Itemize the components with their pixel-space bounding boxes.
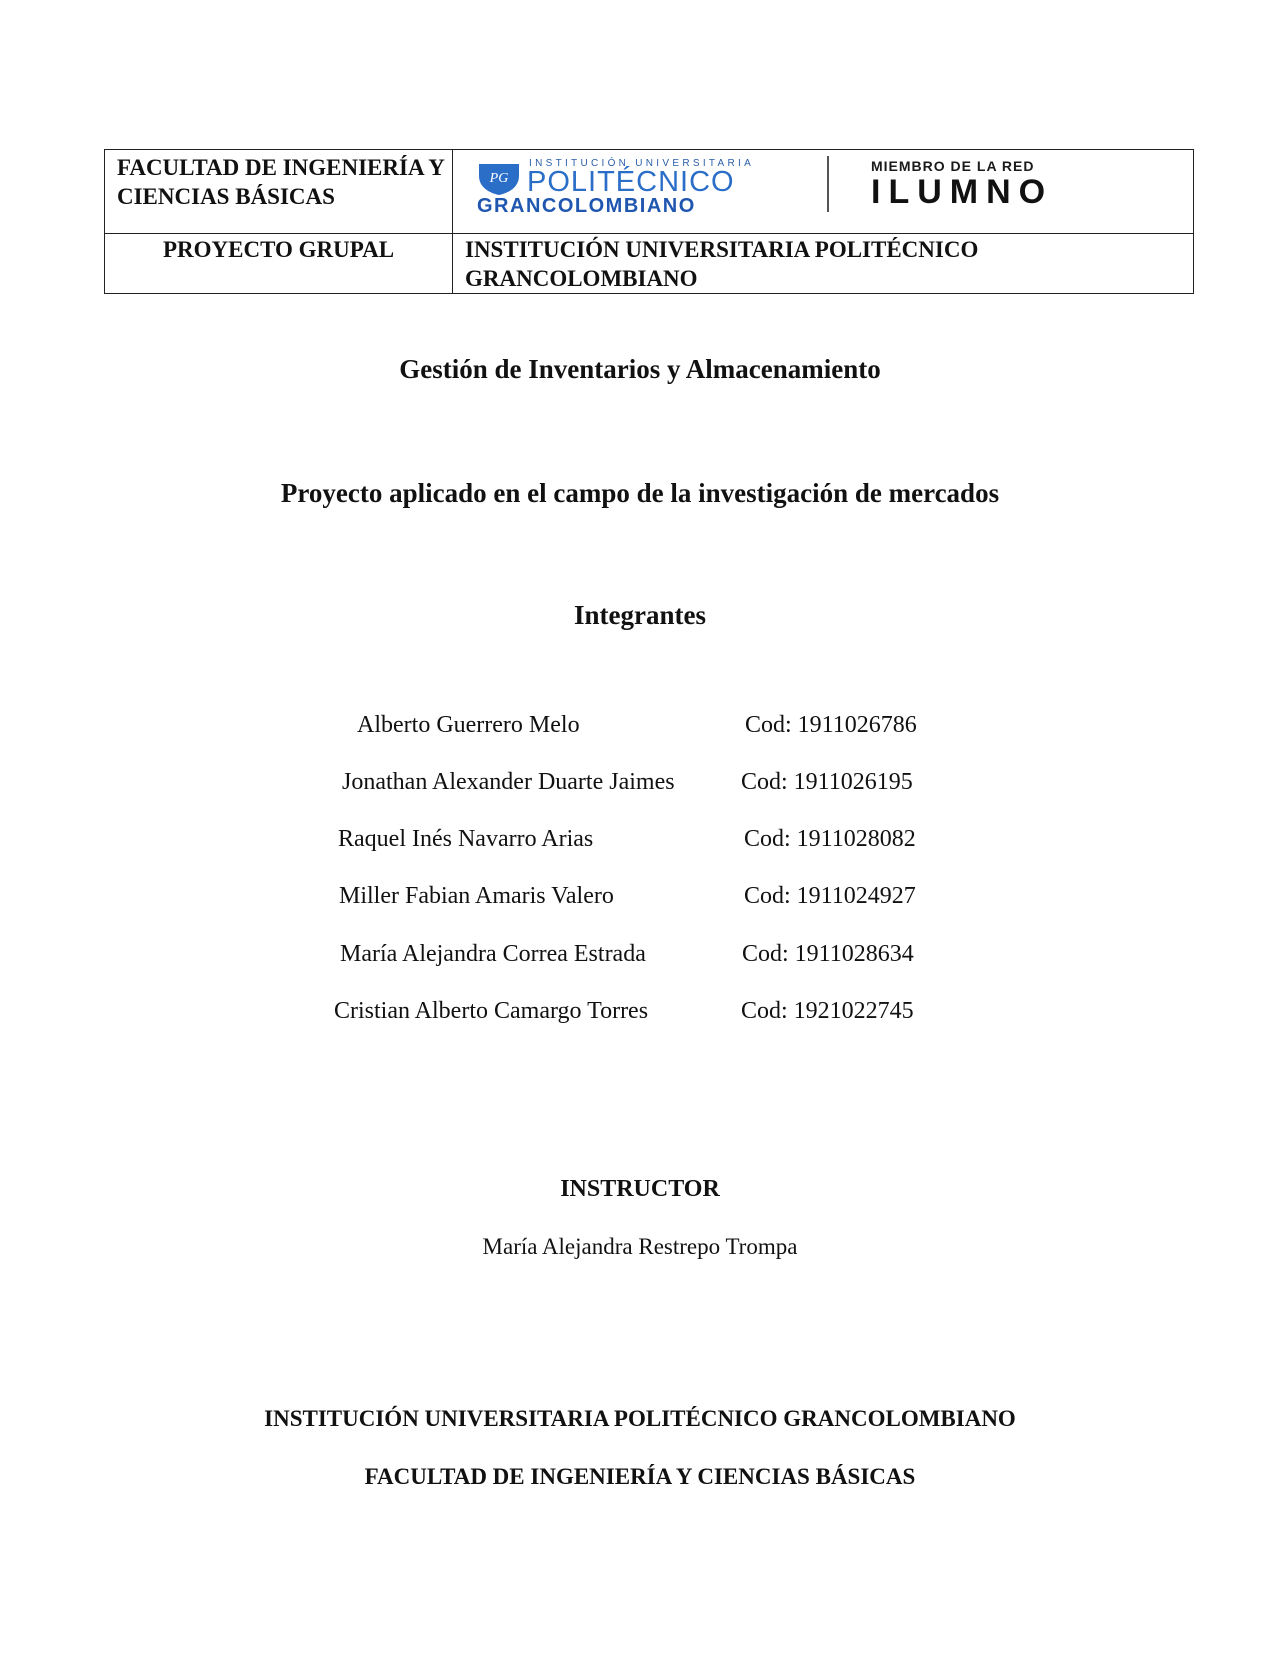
header-table <box>104 149 1194 294</box>
logo-poli-small-text: INSTITUCIÓN UNIVERSITARIA <box>529 158 755 169</box>
member-name: Raquel Inés Navarro Arias <box>338 826 594 852</box>
logo-ilumno-small-text: MIEMBRO DE LA RED <box>871 158 1035 174</box>
document-subtitle: Proyecto aplicado en el campo de la investigación de mercados <box>280 478 1000 508</box>
ilumno-logo <box>871 158 1111 211</box>
logo-poli-big-text: GRANCOLOMBIANO <box>477 195 696 217</box>
footer-institution: INSTITUCIÓN UNIVERSITARIA POLITÉCNICO GRANCOLOMBIANO <box>264 1406 1016 1431</box>
logo-poli-mid-text: POLITÉCNICO <box>527 166 735 198</box>
footer-faculty: FACULTAD DE INGENIERÍA Y CIENCIAS BÁSICAS <box>364 1464 916 1489</box>
shield-icon <box>477 162 521 196</box>
member-code: Cod: 1911028634 <box>742 941 914 967</box>
instructor-name: María Alejandra Restrepo Trompa <box>482 1234 798 1259</box>
faculty-cell: FACULTAD DE INGENIERÍA Y CIENCIAS BÁSICAS <box>105 150 453 234</box>
member-code: Cod: 1911028082 <box>744 826 916 852</box>
institution-cell: INSTITUCIÓN UNIVERSITARIA POLITÉCNICO GRANCOLOMBIANO <box>453 234 1194 294</box>
member-code: Cod: 1911026786 <box>745 712 917 738</box>
member-name: Alberto Guerrero Melo <box>357 712 580 738</box>
member-name: Jonathan Alexander Duarte Jaimes <box>342 769 675 795</box>
member-code: Cod: 1911024927 <box>744 883 916 909</box>
member-code: Cod: 1911026195 <box>741 769 913 795</box>
member-name: María Alejandra Correa Estrada <box>340 941 646 967</box>
member-code: Cod: 1921022745 <box>741 998 914 1024</box>
logo-divider <box>827 156 829 212</box>
document-title: Gestión de Inventarios y Almacenamiento <box>399 354 881 384</box>
member-name: Miller Fabian Amaris Valero <box>339 883 614 909</box>
project-type-cell: PROYECTO GRUPAL <box>105 234 453 294</box>
instructor-heading: INSTRUCTOR <box>560 1176 720 1202</box>
member-name: Cristian Alberto Camargo Torres <box>334 998 649 1024</box>
members-heading: Integrantes <box>574 600 706 630</box>
logos-cell <box>453 150 1194 234</box>
politecnico-logo <box>477 158 787 217</box>
svg-text:PG: PG <box>489 171 509 186</box>
logo-ilumno-big-text: ILUMNO <box>871 173 1054 211</box>
